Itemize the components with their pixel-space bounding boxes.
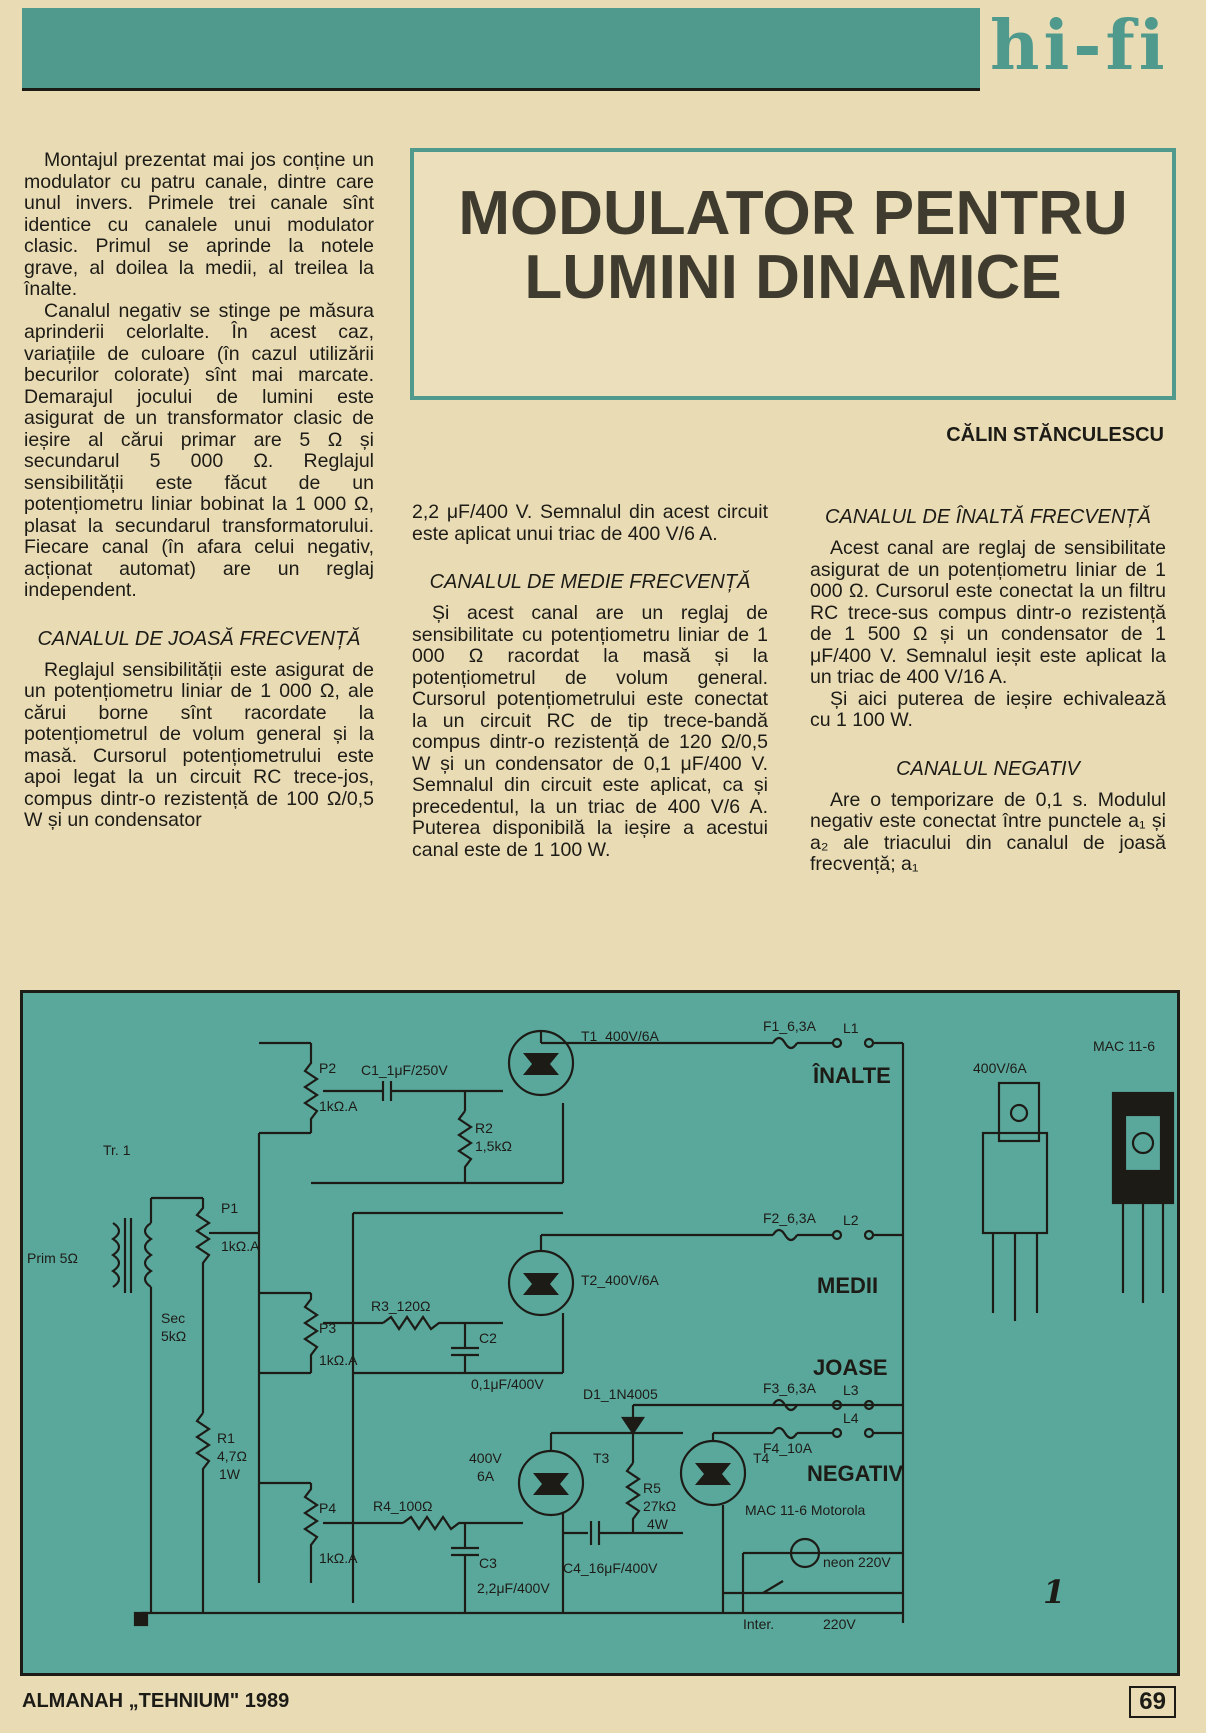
section-tag: hi-fi: [990, 6, 1169, 86]
label-r2: R2: [475, 1120, 493, 1136]
label-p4: P4: [319, 1500, 337, 1516]
label-tr1: Tr. 1: [103, 1142, 131, 1158]
label-l2: L2: [843, 1212, 859, 1228]
label-c2-val: 0,1μF/400V: [471, 1376, 544, 1392]
label-l4: L4: [843, 1410, 859, 1426]
label-r1-val: 4,7Ω: [217, 1448, 247, 1464]
label-r1: R1: [217, 1430, 235, 1446]
schematic-drawing: [23, 993, 1177, 1673]
paragraph: Montajul prezentat mai jos conține un modulator cu patru canale, dintre care unul invers. Primele trei canale sînt identice cu canalele unui modulator clasic. Primul se aprinde la notele grave, al doilea la medii, al treilea la înalte.: [24, 149, 374, 300]
label-negativ: NEGATIV: [807, 1461, 904, 1486]
label-r5-w: 4W: [647, 1516, 668, 1532]
label-220v: 220V: [823, 1616, 856, 1632]
label-p1-val: 1kΩ.A: [221, 1238, 260, 1254]
circuit-schematic: [20, 990, 1180, 1676]
label-pkg1: 400V/6A: [973, 1060, 1027, 1076]
label-p1: P1: [221, 1200, 239, 1216]
subheading-joasa: CANALUL DE JOASĂ FRECVENȚĂ: [37, 627, 361, 650]
label-pkg2: MAC 11-6: [1093, 1038, 1155, 1054]
label-p3: P3: [319, 1320, 337, 1336]
label-c3: C3: [479, 1555, 497, 1571]
label-r2-val: 1,5kΩ: [475, 1138, 512, 1154]
label-r3: R3_120Ω: [371, 1298, 431, 1314]
subheading-negativ: CANALUL NEGATIV: [896, 757, 1080, 780]
label-l1: L1: [843, 1020, 859, 1036]
label-inter: Inter.: [743, 1616, 775, 1632]
label-t3-val2: 6A: [477, 1468, 495, 1484]
label-f2: F2_6,3A: [763, 1210, 816, 1226]
label-joase: JOASE: [813, 1355, 888, 1380]
label-sec-val: 5kΩ: [161, 1328, 187, 1344]
label-c2: C2: [479, 1330, 497, 1346]
label-t2: T2_400V/6A: [581, 1272, 659, 1288]
label-t3: T3: [593, 1450, 610, 1466]
paragraph: Și aici puterea de ieșire echivalează cu 1 100 W.: [810, 687, 1166, 731]
author: CĂLIN STĂNCULESCU: [946, 424, 1164, 446]
label-medii: MEDII: [817, 1273, 879, 1298]
column-2: [412, 502, 768, 861]
subheading-medie: CANALUL DE MEDIE FRECVENȚĂ: [429, 571, 751, 593]
label-r4: R4_100Ω: [373, 1498, 433, 1514]
label-inalte: ÎNALTE: [813, 1063, 891, 1088]
label-d1: D1_1N4005: [583, 1386, 658, 1402]
label-f1: F1_6,3A: [763, 1018, 816, 1034]
label-c1: C1_1μF/250V: [361, 1062, 448, 1078]
label-neon: neon 220V: [823, 1554, 891, 1570]
label-f4: F4_10A: [763, 1440, 813, 1456]
paragraph: Are o temporizare de 0,1 s. Modulul negativ este conectat între punctele a₁ și a₂ ale triacului din canalul de joasă frecvență; a₁: [810, 788, 1166, 875]
label-c4: C4_16μF/400V: [563, 1560, 658, 1576]
paragraph: 2,2 μF/400 V. Semnalul din acest circuit este aplicat unui triac de 400 V/6 A.: [412, 501, 768, 545]
label-l3: L3: [843, 1382, 859, 1398]
label-t1: T1_400V/6A: [581, 1028, 659, 1044]
label-t4: T4: [753, 1450, 770, 1466]
paragraph: Canalul negativ se stinge pe măsura aprinderii celorlalte. În acest caz, variațiile de culoare (în cazul utilizării becurilor colorate) sînt mai marcate. Demarajul jocului de lumini este asigurat de un transformator clasic de ieșire al cărui primar are 5 Ω și secundarul 5 000 Ω. Reglajul sensibilității este făcut de un potențiometru liniar bobinat la 1 000 Ω, plasat la secundarul transformatorului. Fiecare canal (în afara celui negativ, acționat automat) are un reglaj independent.: [24, 299, 374, 601]
subheading-inalta: CANALUL DE ÎNALTĂ FRECVENȚĂ: [824, 506, 1151, 528]
paragraph: Reglajul sensibilității este asigurat de un potențiometru liniar de 1 000 Ω, ale cărui borne sînt racordate la potențiometrul de volum general și la masă. Cursorul potențiometrului este apoi legat la un circuit RC trece-jos, compus dintr-o rezistență de 100 Ω/0,5 W și un condensator: [24, 658, 374, 831]
label-r5-val: 27kΩ: [643, 1498, 677, 1514]
label-p2-val: 1kΩ.A: [319, 1098, 358, 1114]
paragraph: Și acest canal are un reglaj de sensibilitate cu potențiometru liniar de 1 000 Ω racordat la masă și la potențiometrul de volum general. Cursorul potențiometrului este conectat la un circuit RC de tip trece-bandă compus dintr-o rezistență de 120 Ω/0,5 W și un condensator de 0,1 μF/400 V. Semnalul din circuit este aplicat, ca și precedentul, la un triac de 400 V/6 A. Puterea disponibilă la ieșire a acestui canal este de 1 100 W.: [412, 602, 768, 861]
label-r1-w: 1W: [219, 1466, 240, 1482]
page-number: 69: [1129, 1686, 1176, 1718]
label-t3-val: 400V: [469, 1450, 502, 1466]
label-sec: Sec: [161, 1310, 186, 1326]
column-1: [24, 150, 374, 832]
footer-publication: ALMANAH „TEHNIUM" 1989: [22, 1690, 290, 1712]
label-p4-val: 1kΩ.A: [319, 1550, 358, 1566]
label-prim: Prim 5Ω: [27, 1250, 78, 1266]
column-3: [810, 506, 1166, 876]
title-box: [410, 148, 1176, 400]
label-t4-val: MAC 11-6 Motorola: [745, 1502, 866, 1518]
figure-number: 1: [1043, 1573, 1066, 1611]
label-r5: R5: [643, 1480, 661, 1496]
label-f3: F3_6,3A: [763, 1380, 816, 1396]
header-banner: [22, 8, 980, 91]
article-title: MODULATOR PENTRU LUMINI DINAMICE: [458, 179, 1128, 312]
paragraph: Acest canal are reglaj de sensibilitate asigurat de un potențiometru liniar de 1 000 Ω. Cursorul este conectat la un filtru RC trece-sus compus dintr-o rezistență de 1 500 Ω și un condensator de 1 μF/400 V. Semnalul ieșit este aplicat la un triac de 400 V/16 A.: [810, 537, 1166, 688]
label-p2: P2: [319, 1060, 337, 1076]
label-p3-val: 1kΩ.A: [319, 1352, 358, 1368]
label-c3-val: 2,2μF/400V: [477, 1580, 550, 1596]
